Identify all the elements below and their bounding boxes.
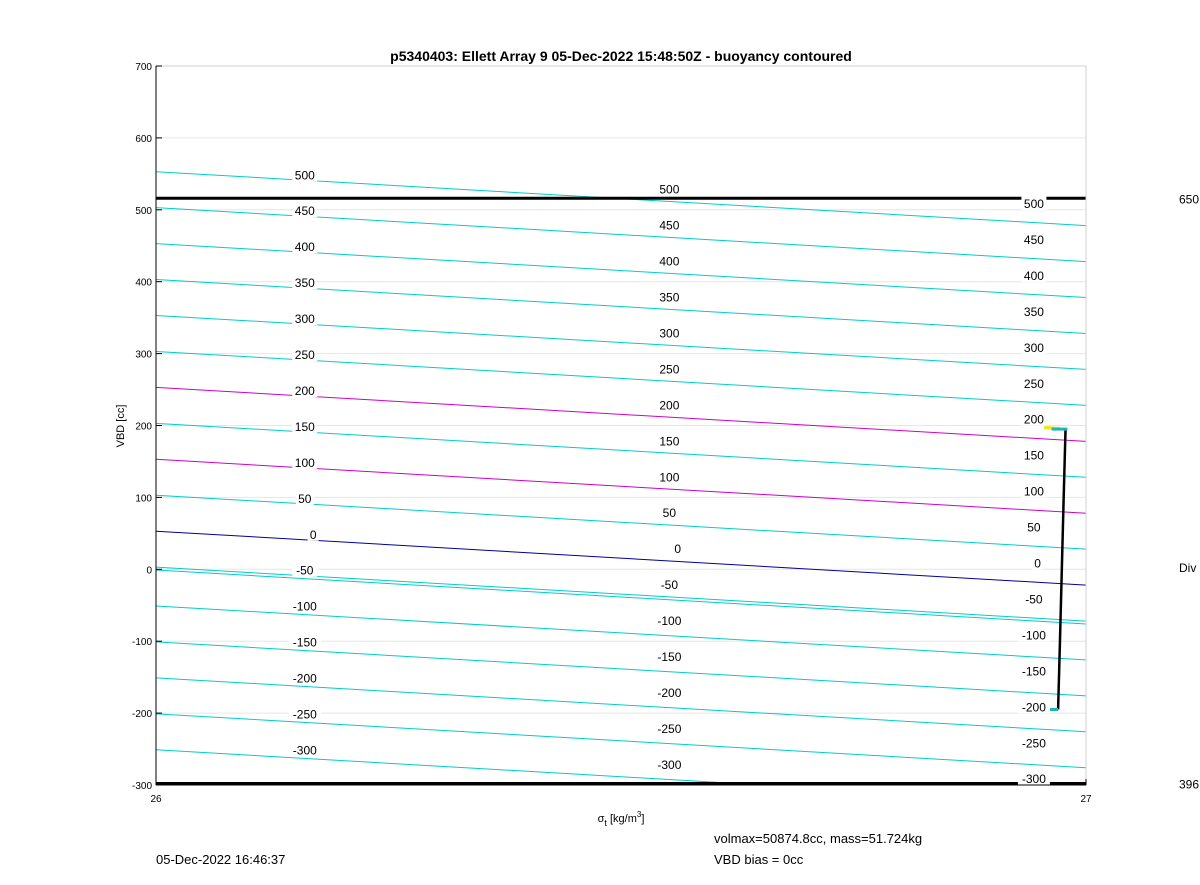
contour-label: 300: [659, 326, 680, 341]
y-tick-label: 100: [135, 493, 152, 505]
contour-label: -100: [657, 614, 682, 629]
contour-label: -50: [1025, 592, 1043, 607]
contour-label: -250: [292, 707, 317, 722]
contour-label: 100: [659, 470, 680, 485]
x-axis-label-superscript: 3: [636, 810, 642, 819]
x-axis-label-symbol: σ: [597, 813, 605, 825]
contour-label: 200: [294, 383, 315, 398]
contour-label: -50: [296, 563, 314, 578]
y-tick-label: 400: [135, 277, 152, 289]
contour-label: -200: [1021, 700, 1046, 715]
y-tick-label: -200: [131, 709, 152, 721]
contour-label: -250: [657, 721, 682, 736]
y-tick-label: 600: [135, 133, 152, 145]
y-tick-label: 500: [135, 205, 152, 217]
contour-label: 0: [1034, 556, 1041, 571]
x-tick-label: 27: [1080, 794, 1092, 805]
footer-timestamp: 05-Dec-2022 16:46:37: [156, 852, 286, 867]
contour-label: 200: [659, 398, 680, 413]
contour-label: -200: [292, 671, 317, 686]
contour-label: 450: [294, 204, 315, 219]
contour-label: -200: [657, 685, 682, 700]
y-tick-label: -300: [131, 781, 152, 792]
contour-label: -300: [292, 743, 317, 758]
y-tick-label: 200: [135, 421, 152, 433]
right-label: Div: [1179, 561, 1197, 576]
x-axis-label-units: [kg/m: [606, 813, 637, 825]
contour-label: -300: [657, 757, 682, 772]
contour-label: 250: [1023, 376, 1044, 391]
contour-label: 200: [1023, 412, 1044, 427]
contour-label: 300: [294, 312, 315, 327]
contour-label: 150: [294, 419, 315, 434]
right-label: 650: [1179, 192, 1200, 207]
y-tick-label: 700: [135, 62, 152, 73]
contour-label: 350: [294, 276, 315, 291]
y-tick-label: 0: [146, 565, 152, 577]
contour-label: 100: [294, 455, 315, 470]
contour-label: 0: [674, 542, 682, 557]
right-label: 396: [1179, 777, 1200, 792]
contour-label: 350: [1023, 304, 1044, 319]
contour-label: 100: [1023, 484, 1044, 499]
contour-label: -100: [292, 599, 317, 614]
footer-volmax: volmax=50874.8cc, mass=51.724kg: [714, 831, 923, 846]
x-axis-label-subscript: t: [604, 818, 607, 828]
x-tick-label: 26: [150, 794, 162, 805]
contour-label: 450: [1023, 232, 1044, 247]
contour-label: 250: [659, 362, 680, 377]
contour-label: -150: [292, 635, 317, 650]
contour-label: 0: [309, 527, 317, 542]
right-labels: [1179, 192, 1199, 791]
y-tick-label: 300: [135, 349, 152, 361]
x-axis-label-units-close: ]: [641, 813, 645, 825]
contour-label: 250: [294, 348, 315, 363]
chart-title: p5340403: Ellett Array 9 05-Dec-2022 15:48:50Z - buoyancy contoured: [390, 48, 852, 64]
contour-label: -300: [1021, 772, 1046, 787]
footer-vbd-bias: VBD bias = 0cc: [714, 852, 804, 867]
y-axis-label: VBD [cc]: [115, 404, 127, 448]
contour-label: -100: [1021, 628, 1046, 643]
contour-label: -250: [1021, 736, 1046, 751]
contour-label: -150: [1021, 664, 1046, 679]
contour-label: 450: [659, 218, 680, 233]
contour-label: 150: [1023, 448, 1044, 463]
y-tick-label: -100: [131, 637, 152, 649]
contour-label: 500: [659, 182, 680, 197]
contour-label: 350: [659, 290, 680, 305]
x-axis-label: [598, 810, 645, 828]
contour-label: 50: [662, 506, 677, 521]
contour-label: 50: [1027, 520, 1041, 535]
contour-label: 400: [294, 240, 315, 255]
contour-label: 400: [1023, 268, 1044, 283]
contour-label: 500: [1023, 197, 1044, 212]
contour-label: 300: [1023, 340, 1044, 355]
contour-label: 50: [298, 491, 312, 506]
contour-label: 150: [659, 434, 680, 449]
contour-label: 400: [659, 254, 680, 269]
contour-label: 500: [294, 168, 315, 183]
contour-label: -50: [660, 578, 679, 593]
contour-label: -150: [657, 650, 682, 665]
